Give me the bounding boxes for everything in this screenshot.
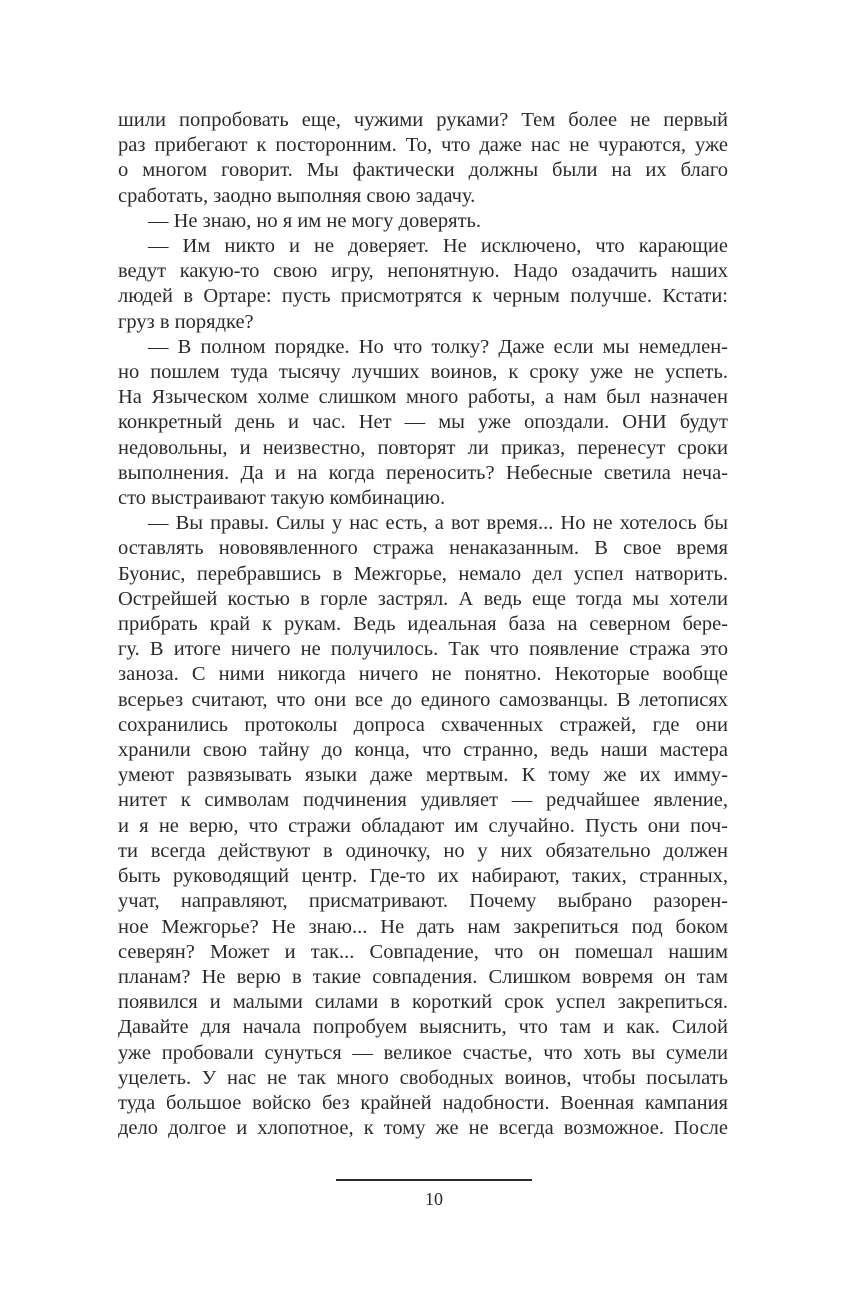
text-line: но пошлем туда тысячу лучших воинов, к сроку уже не успеть. <box>118 361 728 384</box>
text-line: учат, направляют, присматривают. Почему выбрано разорен- <box>118 890 728 913</box>
text-line: ное Межгорье? Не знаю... Не дать нам закрепиться под боком <box>118 915 728 938</box>
text-line: — Не знаю, но я им не могу доверять. <box>148 209 482 232</box>
text-line: быть руководящий центр. Где-то их набирают, таких, странных, <box>118 865 728 888</box>
text-line: Острейшей костью в горле застрял. А ведь еще тогда мы хотели <box>118 587 728 610</box>
text-line: туда большое войско без крайней надобности. Военная кампания <box>118 1091 728 1114</box>
text-line: сработать, заодно выполняя свою задачу. <box>118 184 476 207</box>
text-line: Буонис, перебравшись в Межгорье, немало дел успел натворить. <box>118 562 728 585</box>
text-line: нитет к символам подчинения удивляет — редчайшее явление, <box>118 789 728 812</box>
text-line: заноза. С ними никогда ничего не понятно. Некоторые вообще <box>118 663 728 686</box>
text-line: планам? Не верю в такие совпадения. Слишком вовремя он там <box>118 965 728 988</box>
text-line: хранили свою тайну до конца, что странно, ведь наши мастера <box>118 739 728 762</box>
text-line: конкретный день и час. Нет — мы уже опоздали. ОНИ будут <box>118 411 728 434</box>
text-line: уцелеть. У нас не так много свободных воинов, чтобы посылать <box>118 1066 728 1089</box>
footer-rule <box>336 1179 532 1181</box>
text-line: шили попробовать еще, чужими руками? Тем более не первый <box>118 109 728 131</box>
text-line: уже пробовали сунуться — великое счастье, что хоть вы сумели <box>118 1041 728 1064</box>
text-line: — Вы правы. Силы у нас есть, а вот время... Но не хотелось бы <box>148 512 728 535</box>
text-line: — Им никто и не доверяет. Не исключено, что карающие <box>148 235 728 258</box>
page-number: 10 <box>425 1189 443 1209</box>
text-line: и я не верю, что стражи обладают им случайно. Пусть они поч- <box>118 814 728 837</box>
text-line: выполнения. Да и на когда переносить? Небесные светила неча- <box>118 461 728 484</box>
text-line: — В полном порядке. Но что толку? Даже если мы немедлен- <box>148 335 728 358</box>
text-line: оставлять нововявленного стража ненаказанным. В свое время <box>118 537 728 560</box>
text-line: о многом говорит. Мы фактически должны были на их благо <box>118 159 728 182</box>
text-line: умеют развязывать языки даже мертвым. К тому же их имму- <box>118 764 728 787</box>
text-line: ведут какую-то свою игру, непонятную. Надо озадачить наших <box>118 260 728 283</box>
text-line: появился и малыми силами в короткий срок успел закрепиться. <box>118 991 728 1014</box>
text-line: Давайте для начала попробуем выяснить, что там и как. Силой <box>118 1016 728 1039</box>
text-line: всерьез считают, что они все до единого самозванцы. В летописях <box>118 688 728 711</box>
text-line: сто выстраивают такую комбинацию. <box>118 487 446 510</box>
text-line: сохранились протоколы допроса схваченных стражей, где они <box>118 713 728 736</box>
text-line: недовольны, и неизвестно, повторят ли приказ, перенесут сроки <box>118 436 728 459</box>
text-line: северян? Может и так... Совпадение, что он помешал нашим <box>118 940 728 963</box>
text-line: дело долгое и хлопотное, к тому же не всегда возможное. После <box>118 1117 728 1140</box>
text-line: гу. В итоге ничего не получилось. Так что появление стража это <box>118 638 728 661</box>
text-line: раз прибегают к посторонним. То, что даже нас не чураются, уже <box>118 134 728 157</box>
text-line: людей в Ортаре: пусть присмотрятся к черным получше. Кстати: <box>118 285 728 308</box>
text-line: груз в порядке? <box>118 310 254 333</box>
text-line: прибрать край к рукам. Ведь идеальная база на северном бере- <box>118 613 728 636</box>
page-body-text <box>118 108 728 1141</box>
text-line: На Языческом холме слишком много работы, а нам был назначен <box>118 386 728 409</box>
text-line: ти всегда действуют в одиночку, но у них обязательно должен <box>118 839 728 862</box>
